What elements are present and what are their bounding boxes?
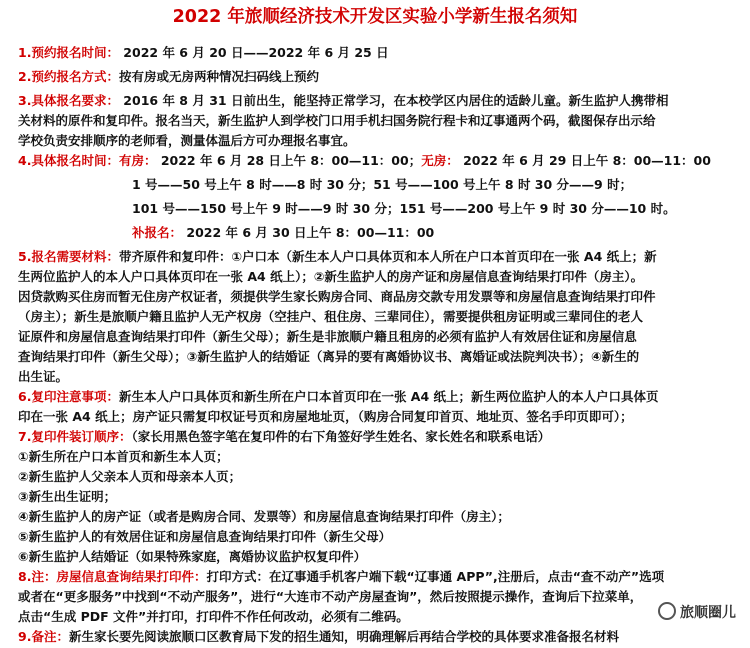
section-6-line-2: 印在一张 A4 纸上；房产证只需复印权证号页和房屋地址页，（购房合同复印首页、地址页、签名手印页即可）；: [18, 409, 633, 424]
schedule-line-2: 101 号——150 号上午 9 时——9 时 30 分；151 号——200 号上午 9 时 30 分——10 时。: [132, 201, 676, 216]
binding-item-2: ②新生监护人父亲本人页和母亲本人页；: [18, 469, 242, 484]
watermark: [656, 602, 738, 622]
has-house-label: 有房：: [118, 153, 157, 168]
section-8-label: 8.注：房屋信息查询结果打印件：: [18, 569, 207, 584]
makeup-line: [132, 222, 742, 244]
section-1-label: 1.预约报名时间：: [18, 45, 119, 60]
section-2-label: 2.预约报名方式：: [18, 69, 119, 84]
section-3-text-1: 2016 年 8 月 31 日前出生，能坚持正常学习，在本校学区内居住的适龄儿童。新生监护人携带相: [118, 93, 669, 108]
section-3-line-2: 关材料的原件和复印件。报名当天，新生监护人到学校门口用手机扫国务院行程卡和辽事通两个码，截图保存出示给: [18, 113, 656, 128]
section-5-line-7: 出生证。: [18, 369, 69, 384]
section-1-text: 2022 年 6 月 20 日——2022 年 6 月 25 日: [118, 45, 389, 60]
binding-item-4: ④新生监护人的房产证（或者是购房合同、发票等）和房屋信息查询结果打印件（房主）；: [18, 509, 510, 524]
section-5-line-3: 因贷款购买住房而暂无住房产权证者，须提供学生家长购房合同、商品房交款专用发票等和房屋信息查询结果打印件: [18, 289, 656, 304]
section-8-line-1: [18, 566, 738, 588]
binding-item-1: ①新生所在户口本首页和新生本人页；: [18, 449, 229, 464]
section-9-line: [18, 626, 738, 648]
section-6-line-1: [18, 386, 738, 408]
section-8-line-3: 点击“生成 PDF 文件”并打印，打印件不作任何改动，必须有二维码。: [18, 609, 409, 624]
section-5-line-2: 生两位监护人的本人户口具体页印在一张 A4 纸上）；②新生监护人的房产证和房屋信息查询结果打印件（房主）。: [18, 269, 644, 284]
section-2-line: [18, 66, 738, 88]
section-3-label: 3.具体报名要求：: [18, 93, 119, 108]
no-house-time: 2022 年 6 月 29 日上午 8：00—11：00: [458, 153, 711, 168]
section-8-text-1: 打印方式：在辽事通手机客户端下载“辽事通 APP”,注册后，点击“查不动产”选项: [206, 569, 665, 584]
makeup-label: 补报名：: [132, 225, 183, 240]
section-4-line-1: [18, 150, 738, 172]
section-5-line-5: 证原件和房屋信息查询结果打印件（新生父母）；新生是非旅顺户籍且租房的必须有监护人有效居住证和房屋信息: [18, 329, 637, 344]
document-title: 2022 年旅顺经济技术开发区实验小学新生报名须知: [172, 7, 578, 27]
section-7-line-1: [18, 426, 738, 448]
section-5-line-6: 查询结果打印件（新生父母）；③新生监护人的结婚证（离异的要有离婚协议书、离婚证或法院判决书）；④新生的: [18, 349, 640, 364]
section-5-line-4: （房主）；新生是旅顺户籍且监护人无产权房（空挂户、租住房、三辈同住），需要提供租房证明或三辈同住的老人: [18, 309, 644, 324]
section-7-label: 7.复印件装订顺序：: [18, 429, 132, 444]
section-6-text-1: 新生本人户口具体页和新生所在户口本首页印在一张 A4 纸上；新生两位监护人的本人户口具体页: [118, 389, 659, 404]
section-2-text: 按有房或无房两种情况扫码线上预约: [118, 69, 319, 84]
section-6-label: 6.复印注意事项：: [18, 389, 119, 404]
has-house-time: 2022 年 6 月 28 日上午 8：00—11：00；: [156, 153, 422, 168]
section-8-line-2: 或者在“更多服务”中找到“不动产服务”，进行“大连市不动产房屋查询”，然后按照提示操作，查询后下拉菜单，: [18, 589, 643, 604]
watermark-text: 旅顺圈儿: [680, 605, 736, 621]
binding-item-6: ⑥新生监护人结婚证（如果特殊家庭，离婚协议监护权复印件）: [18, 549, 367, 564]
schedule-line-1: 1 号——50 号上午 8 时——8 时 30 分；51 号——100 号上午 8 时 30 分——9 时；: [132, 177, 633, 192]
section-3-line-3: 学校负责安排顺序的老师看，测量体温后方可办理报名事宜。: [18, 133, 356, 148]
makeup-time: 2022 年 6 月 30 日上午 8：00—11：00: [182, 225, 435, 240]
section-5-label: 5.报名需要材料：: [18, 249, 119, 264]
section-3-line-1: [18, 90, 738, 112]
binding-item-5: ⑤新生监护人的有效居住证和房屋信息查询结果打印件（新生父母）: [18, 529, 392, 544]
binding-item-3: ③新生出生证明；: [18, 489, 117, 504]
section-9-text: 新生家长要先阅读旅顺口区教育局下发的招生通知，明确理解后再结合学校的具体要求准备报名材料: [68, 629, 619, 644]
section-4-label: 4.具体报名时间：: [18, 153, 119, 168]
section-5-line-1: [18, 246, 738, 268]
section-1-line: [18, 42, 738, 64]
no-house-label: 无房：: [421, 153, 459, 168]
section-7-text: （家长用黑色签字笔在复印件的右下角签好学生姓名、家长姓名和联系电话）: [131, 429, 551, 444]
section-9-label: 9.备注：: [18, 629, 69, 644]
section-5-text-1: 带齐原件和复印件：①户口本（新生本人户口具体页和本人所在户口本首页印在一张 A4 纸上；新: [118, 249, 657, 264]
wechat-account-icon: [658, 602, 676, 620]
